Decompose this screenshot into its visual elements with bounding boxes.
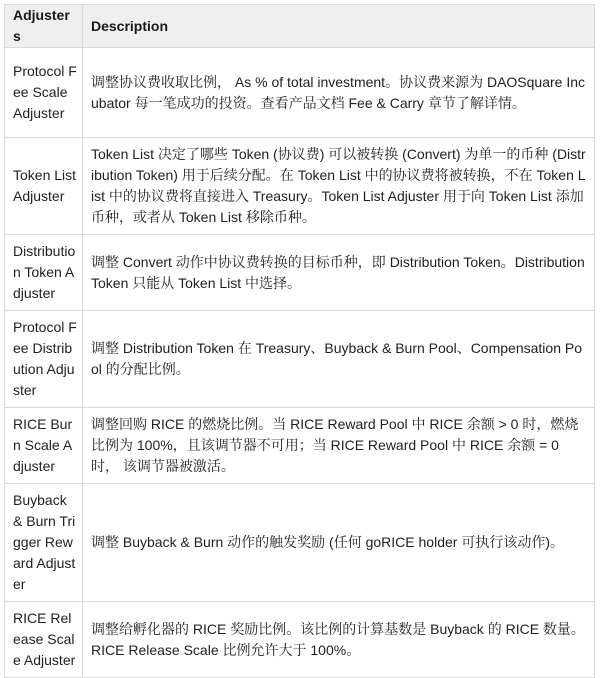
adjuster-description: 调整协议费收取比例， As % of total investment。协议费来源为 DAOSquare Incubator 每一笔成功的投资。查看产品文档 Fee & Carry 章节了解详情。 [83,48,595,138]
table-row [5,138,595,235]
adjuster-description: 调整 Distribution Token 在 Treasury、Buyback & Burn Pool、Compensation Pool 的分配比例。 [83,311,595,408]
adjuster-name: Token List Adjuster [5,138,83,235]
adjuster-description: Token List 决定了哪些 Token (协议费) 可以被转换 (Convert) 为单一的币种 (Distribution Token) 用于后续分配。在 Token List 中的协议费将被转换，不在 Token List 中的协议费将直接进入 Treasury。Token List Adjuster 用于向 Token List 添加币种，或者从 Token List 移除币种。 [83,138,595,235]
table-row [5,235,595,311]
adjuster-name: RICE Burn Scale Adjuster [5,408,83,484]
table-row [5,311,595,408]
table-header-row [5,5,595,48]
adjuster-name: Distribution Token Adjuster [5,235,83,311]
adjuster-description: 调整 Convert 动作中协议费转换的目标币种，即 Distribution Token。Distribution Token 只能从 Token List 中选择。 [83,235,595,311]
table-row [5,484,595,602]
adjuster-description: 调整给孵化器的 RICE 奖励比例。该比例的计算基数是 Buyback 的 RICE 数量。RICE Release Scale 比例允许大于 100%。 [83,602,595,678]
table-row [5,408,595,484]
adjuster-description: 调整 Buyback & Burn 动作的触发奖励 (任何 goRICE holder 可执行该动作)。 [83,484,595,602]
adjuster-name: Protocol Fee Scale Adjuster [5,48,83,138]
table-row [5,48,595,138]
header-adjusters: Adjusters [5,5,83,48]
adjuster-name: RICE Release Scale Adjuster [5,602,83,678]
adjuster-name: Buyback & Burn Trigger Reward Adjuster [5,484,83,602]
adjuster-name: Protocol Fee Distribution Adjuster [5,311,83,408]
header-description: Description [83,5,595,48]
adjuster-description: 调整回购 RICE 的燃烧比例。当 RICE Reward Pool 中 RICE 余额 > 0 时，燃烧比例为 100%，且该调节器不可用；当 RICE Reward Pool 中 RICE 余额 = 0 时， 该调节器被激活。 [83,408,595,484]
table-row [5,602,595,678]
adjusters-table [4,4,595,678]
